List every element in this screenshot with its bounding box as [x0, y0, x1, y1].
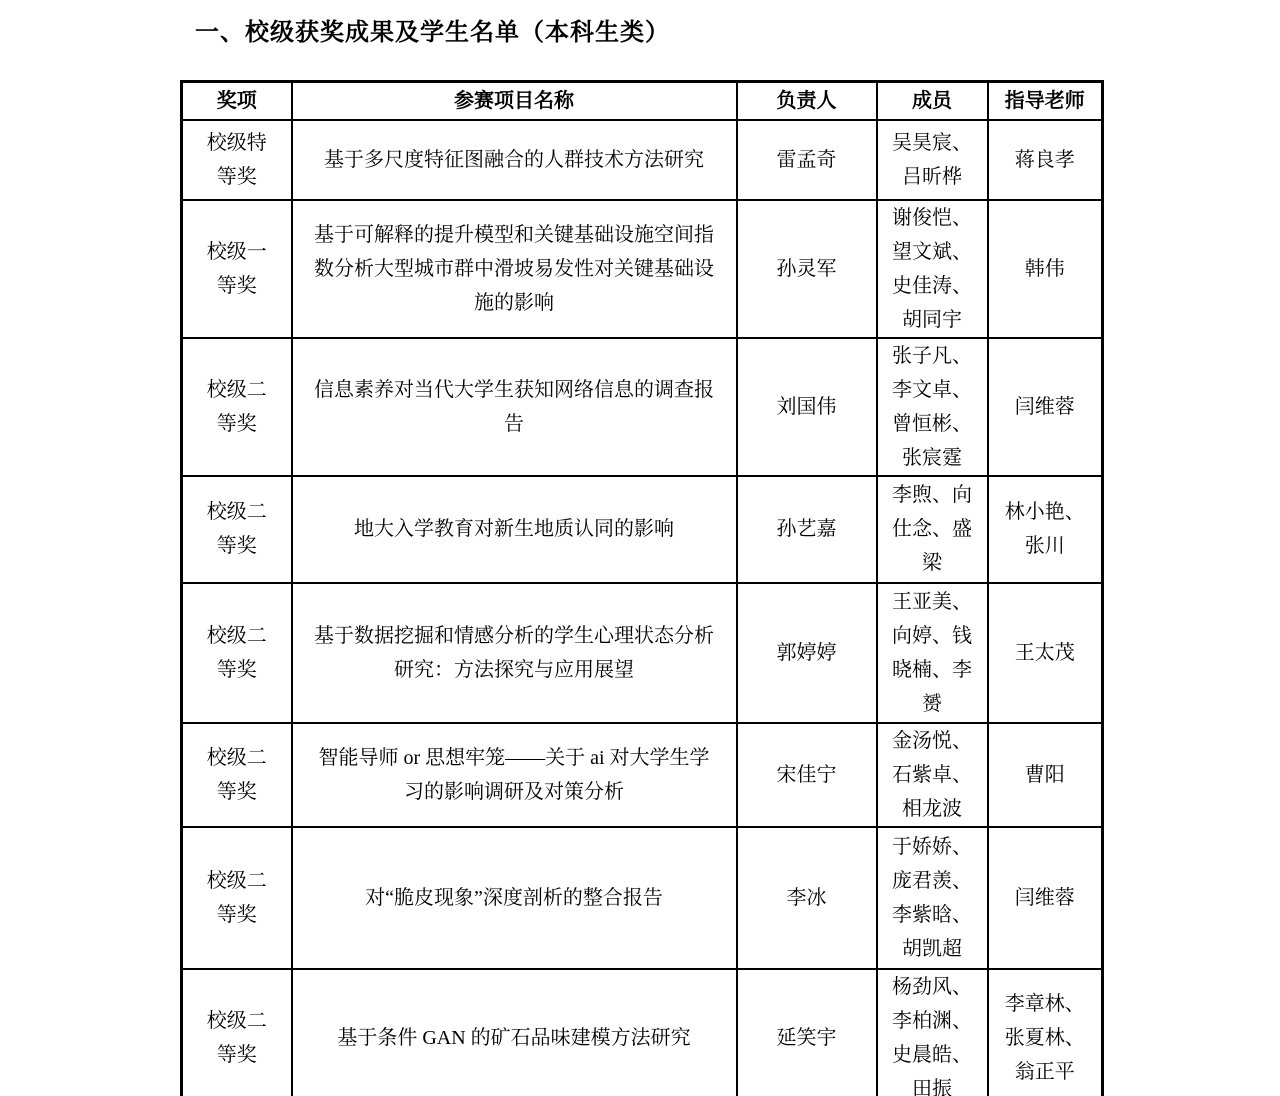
- advisor-cell: 韩伟: [988, 200, 1103, 338]
- table-row: [182, 338, 1103, 476]
- leader-cell: 孙艺嘉: [737, 476, 877, 583]
- award-cell: 校级二等奖: [182, 338, 292, 476]
- project-cell: 基于多尺度特征图融合的人群技术方法研究: [292, 120, 737, 200]
- project-cell: 基于条件 GAN 的矿石品味建模方法研究: [292, 969, 737, 1096]
- table-row: [182, 583, 1103, 723]
- col-header-leader: 负责人: [737, 82, 877, 120]
- page-title: 一、校级获奖成果及学生名单（本科生类）: [195, 20, 670, 46]
- leader-cell: 孙灵军: [737, 200, 877, 338]
- leader-cell: 雷孟奇: [737, 120, 877, 200]
- project-cell: 信息素养对当代大学生获知网络信息的调查报告: [292, 338, 737, 476]
- advisor-cell: 曹阳: [988, 723, 1103, 827]
- award-cell: 校级特等奖: [182, 120, 292, 200]
- col-header-project: 参赛项目名称: [292, 82, 737, 120]
- col-header-award: 奖项: [182, 82, 292, 120]
- project-cell: 基于数据挖掘和情感分析的学生心理状态分析研究：方法探究与应用展望: [292, 583, 737, 723]
- project-cell: 地大入学教育对新生地质认同的影响: [292, 476, 737, 583]
- leader-cell: 刘国伟: [737, 338, 877, 476]
- award-cell: 校级二等奖: [182, 969, 292, 1096]
- advisor-cell: 李章林、张夏林、翁正平: [988, 969, 1103, 1096]
- table-header-row: [182, 82, 1103, 120]
- table-row: [182, 476, 1103, 583]
- col-header-advisor: 指导老师: [988, 82, 1103, 120]
- advisor-cell: 林小艳、张川: [988, 476, 1103, 583]
- members-cell: 谢俊恺、望文斌、史佳涛、胡同宇: [877, 200, 988, 338]
- award-cell: 校级二等奖: [182, 827, 292, 969]
- project-cell: 对“脆皮现象”深度剖析的整合报告: [292, 827, 737, 969]
- members-cell: 吴昊宸、吕昕桦: [877, 120, 988, 200]
- project-cell: 基于可解释的提升模型和关键基础设施空间指数分析大型城市群中滑坡易发性对关键基础设施的影响: [292, 200, 737, 338]
- advisor-cell: 闫维蓉: [988, 827, 1103, 969]
- members-cell: 张子凡、李文卓、曾恒彬、张宸霆: [877, 338, 988, 476]
- table-row: [182, 200, 1103, 338]
- col-header-members: 成员: [877, 82, 988, 120]
- members-cell: 于娇娇、庞君羡、李紫晗、胡凯超: [877, 827, 988, 969]
- award-cell: 校级二等奖: [182, 476, 292, 583]
- award-cell: 校级二等奖: [182, 723, 292, 827]
- members-cell: 金汤悦、石紫卓、相龙波: [877, 723, 988, 827]
- advisor-cell: 闫维蓉: [988, 338, 1103, 476]
- project-cell: 智能导师 or 思想牢笼——关于 ai 对大学生学习的影响调研及对策分析: [292, 723, 737, 827]
- award-cell: 校级二等奖: [182, 583, 292, 723]
- table-row: [182, 969, 1103, 1096]
- members-cell: 杨劲风、李柏渊、史晨皓、田振: [877, 969, 988, 1096]
- award-results-table: [180, 80, 1104, 1096]
- award-cell: 校级一等奖: [182, 200, 292, 338]
- advisor-cell: 王太茂: [988, 583, 1103, 723]
- advisor-cell: 蒋良孝: [988, 120, 1103, 200]
- leader-cell: 宋佳宁: [737, 723, 877, 827]
- leader-cell: 李冰: [737, 827, 877, 969]
- table-row: [182, 120, 1103, 200]
- leader-cell: 延笑宇: [737, 969, 877, 1096]
- members-cell: 王亚美、向婷、钱晓楠、李赟: [877, 583, 988, 723]
- members-cell: 李煦、向仕念、盛梁: [877, 476, 988, 583]
- leader-cell: 郭婷婷: [737, 583, 877, 723]
- table-row: [182, 827, 1103, 969]
- table-row: [182, 723, 1103, 827]
